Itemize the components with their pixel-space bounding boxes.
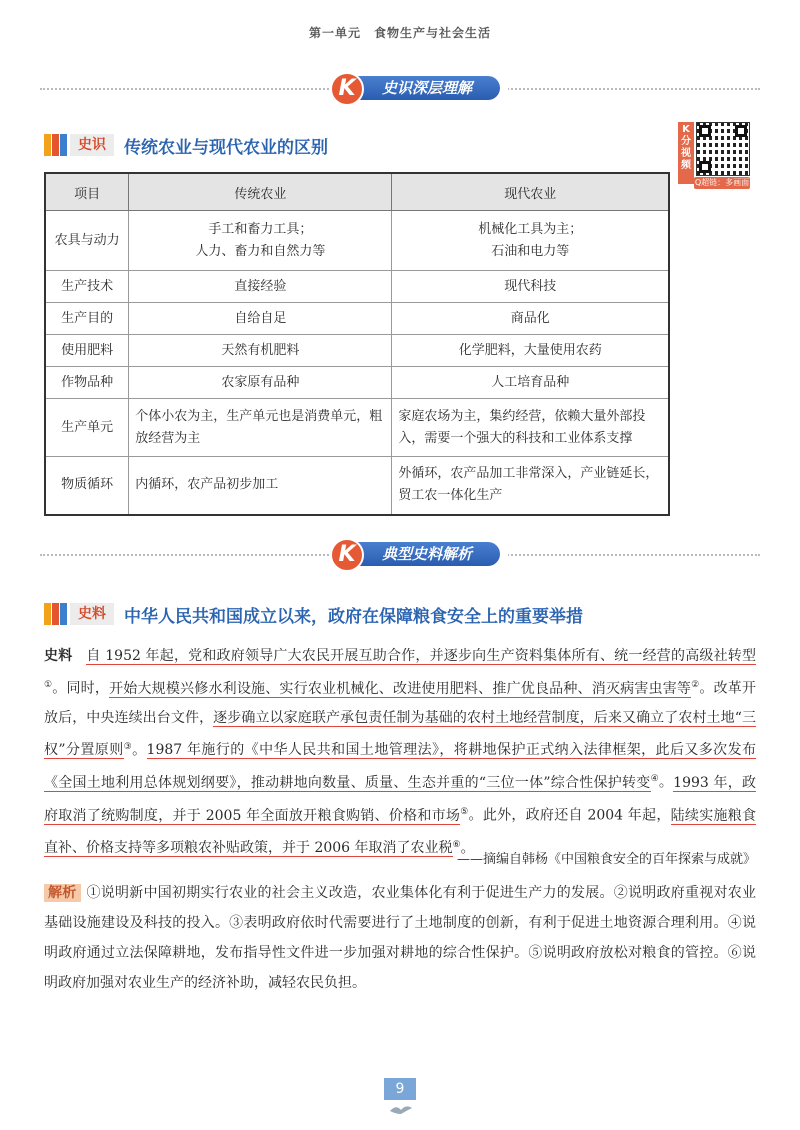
k-logo-icon: K xyxy=(330,538,364,572)
section-title-source xyxy=(44,601,756,627)
section-heading: 中华人民共和国成立以来，政府在保障粮食安全上的重要举措 xyxy=(124,607,583,627)
row-item: 农具与动力 xyxy=(45,211,129,271)
book-icon xyxy=(44,603,68,625)
qr-caption: Q超链：多画面 xyxy=(694,178,750,187)
footnote-mark: ② xyxy=(691,680,700,690)
source-passage xyxy=(44,642,756,863)
page-number: 9 xyxy=(384,1078,416,1100)
row-traditional: 内循环，农产品初步加工 xyxy=(129,457,392,515)
row-traditional: 天然有机肥料 xyxy=(129,335,392,367)
section-title-comparison xyxy=(44,132,544,158)
row-traditional: 农家原有品种 xyxy=(129,367,392,399)
row-item: 生产技术 xyxy=(45,271,129,303)
row-traditional: 自给自足 xyxy=(129,303,392,335)
footnote-mark: ① xyxy=(44,680,53,690)
footnote-mark: ⑥ xyxy=(452,839,461,850)
underlined-text: 1987 年施行的《中华人民共和国土地管理法》，将耕地保护正式纳入法律框架，此后又多次发布《全国土地利用总体规划纲要》，推动耕地向数量、质量、生态并重的“三位一体”综合性保护转变 xyxy=(44,742,757,791)
row-modern: 现代科技 xyxy=(392,271,669,303)
underlined-text: 1993 年，政府取消了统购制度，并于 2005 年全面放开粮食购销、价格和市场 xyxy=(44,774,757,824)
source-text: 。此外，政府还自 2004 年起， xyxy=(468,807,671,824)
qr-code-icon xyxy=(696,122,750,176)
bird-decoration-icon xyxy=(388,1102,414,1116)
table-row xyxy=(45,211,669,271)
table-header-row xyxy=(45,173,669,211)
footnote-mark: ④ xyxy=(650,774,659,785)
row-item: 生产单元 xyxy=(45,399,129,457)
video-label: K分视频 xyxy=(678,122,694,184)
row-modern: 机械化工具为主； 石油和电力等 xyxy=(392,211,669,271)
banner-label: 典型史料解析 xyxy=(340,542,500,566)
banner-deep-understanding xyxy=(40,74,760,104)
source-text: 。同时， xyxy=(52,680,110,697)
table-row xyxy=(45,271,669,303)
comparison-table xyxy=(44,172,670,516)
source-text: 。 xyxy=(658,774,674,791)
row-traditional: 手工和畜力工具； 人力、畜力和自然力等 xyxy=(129,211,392,271)
row-traditional: 直接经验 xyxy=(129,271,392,303)
row-modern: 化学肥料，大量使用农药 xyxy=(392,335,669,367)
table-row xyxy=(45,335,669,367)
row-modern: 外循环，农产品加工非常深入，产业链延长，贸工农一体化生产 xyxy=(392,457,669,515)
citation: ——摘编自韩杨《中国粮食安全的百年探索与成就》 xyxy=(456,852,756,867)
underlined-text: 自 1952 年起，党和政府领导广大农民开展互助合作，并逐步向生产资料集体所有、统一经营的高级社转型 xyxy=(86,648,756,664)
qr-video-link[interactable] xyxy=(678,122,750,190)
table-row xyxy=(45,303,669,335)
underlined-text: 陆续实施粮食直补、价格支持等多项粮农补贴政策，并于 2006 年取消了农业税 xyxy=(44,807,757,857)
source-label: 史料 xyxy=(44,648,73,664)
row-traditional: 个体小农为主，生产单元也是消费单元，粗放经营为主 xyxy=(129,399,392,457)
table-row xyxy=(45,367,669,399)
analysis-block xyxy=(44,878,756,998)
row-item: 生产目的 xyxy=(45,303,129,335)
row-modern: 人工培育品种 xyxy=(392,367,669,399)
analysis-tag: 解析 xyxy=(44,884,81,902)
underlined-text: 开始大规模兴修水利设施、实行农业机械化、改进使用肥料、推广优良品种、消灭病害虫害等 xyxy=(109,680,692,697)
header-modern: 现代农业 xyxy=(392,173,669,211)
banner-label: 史识深层理解 xyxy=(340,76,500,100)
analysis-text: ①说明新中国初期实行农业的社会主义改造，农业集体化有利于促进生产力的发展。②说明政府重视对农业基础设施建设及科技的投入。③表明政府依时代需要进行了土地制度的创新，有利于促进土地资源合理利用。④说明政府通过立法保障耕地，发布指导性文件进一步加强对耕地的综合性保护。⑤说明政府放松对粮食的管控。⑥说明政府加强对农业生产的经济补助，减轻农民负担。 xyxy=(44,885,756,991)
k-logo-icon: K xyxy=(330,72,364,106)
section-tag: 史料 xyxy=(70,603,114,625)
row-modern: 家庭农场为主，集约经营，依赖大量外部投入，需要一个强大的科技和工业体系支撑 xyxy=(392,399,669,457)
section-tag: 史识 xyxy=(70,134,114,156)
row-item: 使用肥料 xyxy=(45,335,129,367)
footnote-mark: ⑤ xyxy=(460,806,469,817)
book-icon xyxy=(44,134,68,156)
source-text: 。改革开放后，中央连续出台文件， xyxy=(44,680,756,726)
source-text: 。 xyxy=(132,742,147,759)
header-traditional: 传统农业 xyxy=(129,173,392,211)
underlined-text: 逐步确立以家庭联产承包责任制为基础的农村土地经营制度，后来又确立了农村土地“三权”分置原则 xyxy=(44,709,757,759)
table-row xyxy=(45,399,669,457)
table-row xyxy=(45,457,669,515)
row-item: 作物品种 xyxy=(45,367,129,399)
banner-typical-source xyxy=(40,540,760,570)
section-heading: 传统农业与现代农业的区别 xyxy=(124,138,328,158)
page-header: 第一单元 食物生产与社会生活 xyxy=(308,26,491,40)
header-item: 项目 xyxy=(45,173,129,211)
source-text: 。 xyxy=(460,840,475,857)
row-modern: 商品化 xyxy=(392,303,669,335)
row-item: 物质循环 xyxy=(45,457,129,515)
footnote-mark: ③ xyxy=(123,741,133,752)
